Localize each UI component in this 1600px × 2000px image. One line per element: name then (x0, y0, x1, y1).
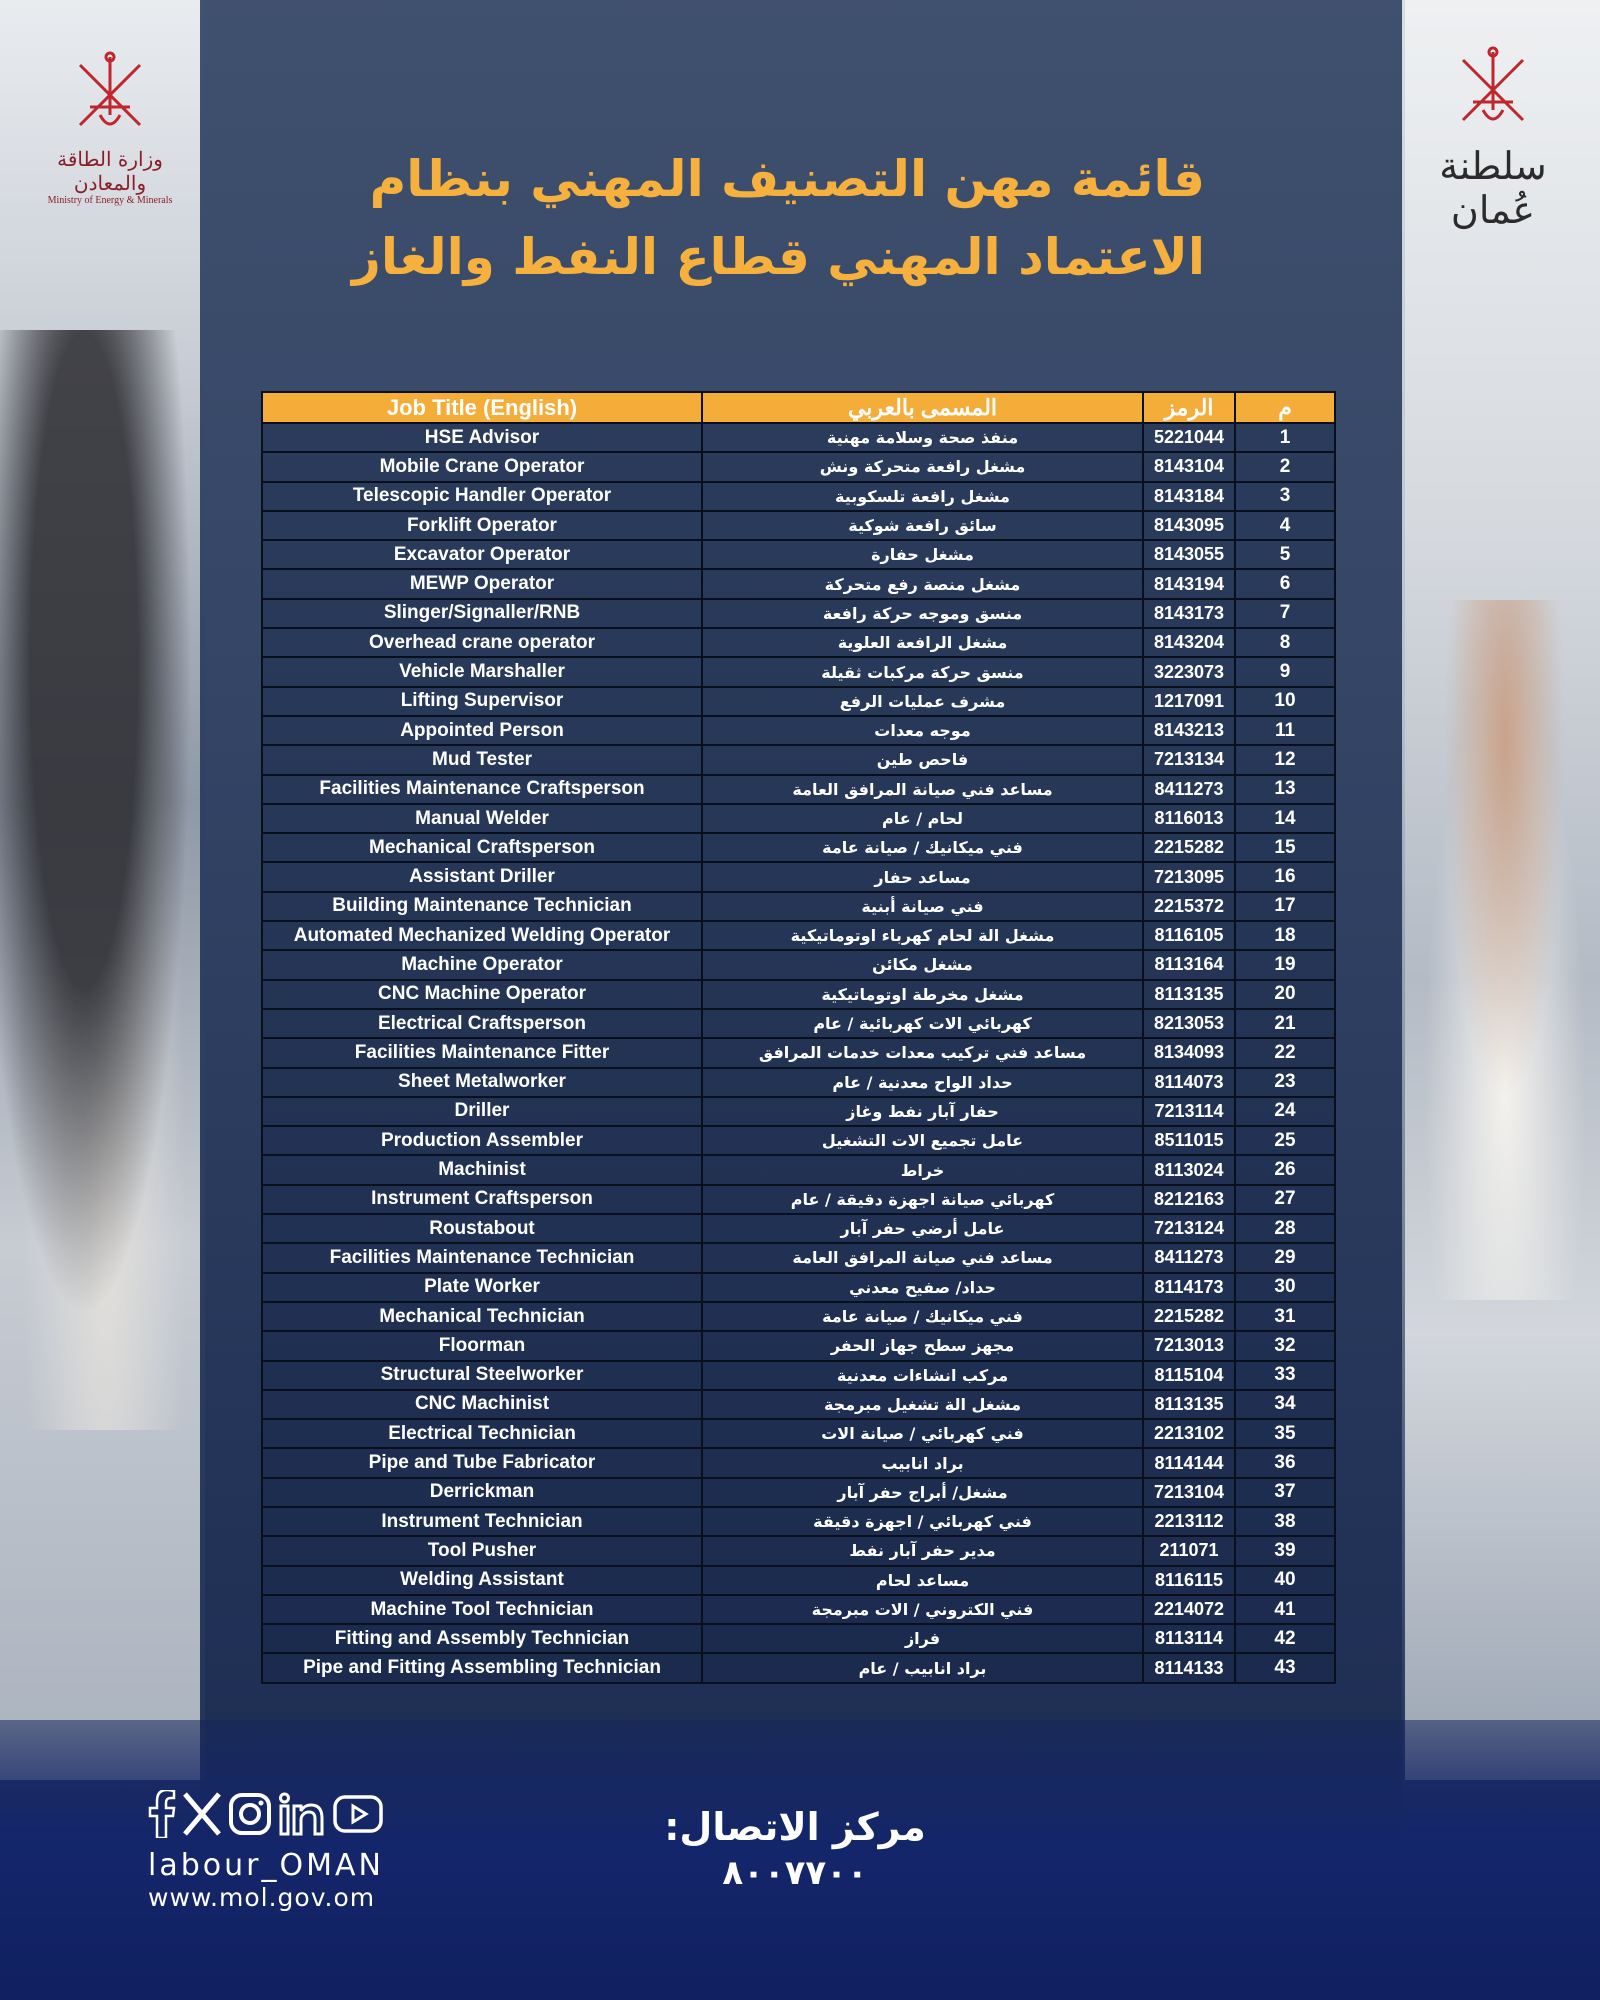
oman-emblem-icon (60, 45, 160, 145)
cell-arabic: فني صيانة أبنية (702, 892, 1143, 921)
cell-code: 8411273 (1143, 775, 1235, 804)
table-row (262, 1214, 1335, 1243)
cell-code: 3223073 (1143, 657, 1235, 686)
cell-arabic: كهربائي الات كهربائية / عام (702, 1009, 1143, 1038)
cell-arabic: مشغل حفارة (702, 540, 1143, 569)
cell-english: Mechanical Technician (262, 1302, 702, 1331)
cell-number: 31 (1235, 1302, 1335, 1331)
youtube-icon[interactable] (332, 1792, 384, 1840)
table-row (262, 833, 1335, 862)
cell-code: 8213053 (1143, 1009, 1235, 1038)
cell-english: Electrical Technician (262, 1419, 702, 1448)
cell-code: 8134093 (1143, 1038, 1235, 1067)
header-arabic: المسمى بالعربي (702, 392, 1143, 423)
cell-english: HSE Advisor (262, 423, 702, 452)
cell-arabic: مشغل الة تشغيل مبرمجة (702, 1390, 1143, 1419)
cell-code: 8511015 (1143, 1126, 1235, 1155)
cell-number: 3 (1235, 482, 1335, 511)
cell-number: 14 (1235, 804, 1335, 833)
cell-english: Production Assembler (262, 1126, 702, 1155)
cell-code: 8143213 (1143, 716, 1235, 745)
cell-english: Lifting Supervisor (262, 687, 702, 716)
cell-number: 4 (1235, 511, 1335, 540)
cell-code: 8116105 (1143, 921, 1235, 950)
cell-english: Facilities Maintenance Fitter (262, 1038, 702, 1067)
cell-code: 8143173 (1143, 599, 1235, 628)
cell-code: 2213112 (1143, 1507, 1235, 1536)
table-row (262, 482, 1335, 511)
x-icon[interactable] (182, 1792, 222, 1840)
cell-number: 1 (1235, 423, 1335, 452)
table-row (262, 657, 1335, 686)
cell-code: 2213102 (1143, 1419, 1235, 1448)
cell-english: Driller (262, 1097, 702, 1126)
cell-arabic: مشغل الة لحام كهرباء اوتوماتيكية (702, 921, 1143, 950)
cell-number: 16 (1235, 862, 1335, 891)
cell-english: Mobile Crane Operator (262, 452, 702, 481)
cell-code: 8116115 (1143, 1566, 1235, 1595)
cell-number: 42 (1235, 1624, 1335, 1653)
header-number: م (1235, 392, 1335, 423)
cell-arabic: منفذ صحة وسلامة مهنية (702, 423, 1143, 452)
cell-code: 7213095 (1143, 862, 1235, 891)
cell-arabic: منسق وموجه حركة رافعة (702, 599, 1143, 628)
cell-arabic: مجهز سطح جهاز الحفر (702, 1331, 1143, 1360)
cell-code: 8115104 (1143, 1361, 1235, 1390)
table-row (262, 1419, 1335, 1448)
ministry-logo (30, 45, 190, 206)
table-row (262, 1624, 1335, 1653)
cell-arabic: عامل أرضي حفر آبار (702, 1214, 1143, 1243)
cell-number: 40 (1235, 1566, 1335, 1595)
cell-code: 8411273 (1143, 1243, 1235, 1272)
cell-english: Machine Tool Technician (262, 1595, 702, 1624)
cell-code: 7213013 (1143, 1331, 1235, 1360)
cell-number: 18 (1235, 921, 1335, 950)
cell-code: 8143194 (1143, 569, 1235, 598)
cell-number: 2 (1235, 452, 1335, 481)
cell-english: Welding Assistant (262, 1566, 702, 1595)
cell-arabic: فني كهربائي / صيانة الات (702, 1419, 1143, 1448)
cell-number: 15 (1235, 833, 1335, 862)
cell-code: 7213104 (1143, 1478, 1235, 1507)
table-row (262, 628, 1335, 657)
cell-english: Electrical Craftsperson (262, 1009, 702, 1038)
table-header-row (262, 392, 1335, 423)
cell-code: 7213114 (1143, 1097, 1235, 1126)
cell-english: Pipe and Tube Fabricator (262, 1448, 702, 1477)
cell-number: 43 (1235, 1653, 1335, 1682)
cell-code: 8143184 (1143, 482, 1235, 511)
table-row (262, 599, 1335, 628)
cell-code: 8212163 (1143, 1185, 1235, 1214)
cell-english: Instrument Craftsperson (262, 1185, 702, 1214)
cell-code: 8113114 (1143, 1624, 1235, 1653)
cell-english: Fitting and Assembly Technician (262, 1624, 702, 1653)
background-person-left (0, 330, 210, 1430)
cell-code: 8143104 (1143, 452, 1235, 481)
cell-arabic: مساعد لحام (702, 1566, 1143, 1595)
cell-number: 23 (1235, 1068, 1335, 1097)
cell-number: 37 (1235, 1478, 1335, 1507)
cell-arabic: فني ميكانيك / صيانة عامة (702, 1302, 1143, 1331)
cell-code: 8143095 (1143, 511, 1235, 540)
page-title (300, 140, 1205, 296)
cell-english: Pipe and Fitting Assembling Technician (262, 1653, 702, 1682)
table-row (262, 1243, 1335, 1272)
cell-code: 8143055 (1143, 540, 1235, 569)
header-english: Job Title (English) (262, 392, 702, 423)
cell-arabic: مشغل منصة رفع متحركة (702, 569, 1143, 598)
cell-number: 33 (1235, 1361, 1335, 1390)
facebook-icon[interactable] (148, 1790, 176, 1842)
cell-arabic: مساعد فني صيانة المرافق العامة (702, 775, 1143, 804)
cell-arabic: كهربائي صيانة اجهزة دقيقة / عام (702, 1185, 1143, 1214)
table-row (262, 1390, 1335, 1419)
cell-arabic: مشرف عمليات الرفع (702, 687, 1143, 716)
table-row (262, 1126, 1335, 1155)
cell-arabic: مشغل مخرطة اوتوماتيكية (702, 980, 1143, 1009)
cell-number: 8 (1235, 628, 1335, 657)
cell-arabic: مساعد حفار (702, 862, 1143, 891)
table-row (262, 1155, 1335, 1184)
cell-code: 1217091 (1143, 687, 1235, 716)
cell-english: CNC Machinist (262, 1390, 702, 1419)
jobs-table (261, 391, 1336, 1684)
table-row (262, 423, 1335, 452)
cell-arabic: مدير حفر آبار نفط (702, 1536, 1143, 1565)
table-row (262, 862, 1335, 891)
cell-english: Telescopic Handler Operator (262, 482, 702, 511)
cell-number: 21 (1235, 1009, 1335, 1038)
cell-number: 25 (1235, 1126, 1335, 1155)
cell-number: 13 (1235, 775, 1335, 804)
cell-english: MEWP Operator (262, 569, 702, 598)
table-row (262, 1273, 1335, 1302)
table-row (262, 1507, 1335, 1536)
cell-english: Manual Welder (262, 804, 702, 833)
cell-code: 8114144 (1143, 1448, 1235, 1477)
cell-arabic: عامل تجميع الات التشغيل (702, 1126, 1143, 1155)
cell-arabic: مشغل رافعة متحركة ونش (702, 452, 1143, 481)
table-row (262, 950, 1335, 979)
table-row (262, 716, 1335, 745)
cell-english: Automated Mechanized Welding Operator (262, 921, 702, 950)
cell-arabic: حداد/ صفيح معدني (702, 1273, 1143, 1302)
cell-code: 8113135 (1143, 1390, 1235, 1419)
cell-arabic: سائق رافعة شوكية (702, 511, 1143, 540)
social-handle[interactable]: labour_OMAN (148, 1848, 384, 1883)
table-row (262, 1068, 1335, 1097)
cell-english: Floorman (262, 1331, 702, 1360)
cell-code: 7213134 (1143, 745, 1235, 774)
cell-code: 8114173 (1143, 1273, 1235, 1302)
cell-code: 7213124 (1143, 1214, 1235, 1243)
cell-arabic: مركب انشاءات معدنية (702, 1361, 1143, 1390)
cell-code: 8114133 (1143, 1653, 1235, 1682)
table-row (262, 1331, 1335, 1360)
ministry-name-arabic: وزارة الطاقة والمعادن (57, 147, 163, 195)
cell-code: 2215282 (1143, 833, 1235, 862)
cell-arabic: فني ميكانيك / صيانة عامة (702, 833, 1143, 862)
table-row (262, 745, 1335, 774)
cell-code: 8113164 (1143, 950, 1235, 979)
cell-number: 26 (1235, 1155, 1335, 1184)
cell-number: 7 (1235, 599, 1335, 628)
cell-arabic: فني كهربائي / اجهزة دقيقة (702, 1507, 1143, 1536)
cell-arabic: مساعد فني صيانة المرافق العامة (702, 1243, 1143, 1272)
table-row (262, 980, 1335, 1009)
header-code: الرمز (1143, 392, 1235, 423)
cell-code: 2215372 (1143, 892, 1235, 921)
instagram-icon[interactable] (228, 1792, 272, 1840)
cell-arabic: مشغل/ أبراج حفر آبار (702, 1478, 1143, 1507)
cell-number: 5 (1235, 540, 1335, 569)
cell-number: 11 (1235, 716, 1335, 745)
cell-english: Excavator Operator (262, 540, 702, 569)
oman-emblem-icon (1443, 40, 1543, 140)
cell-english: Machinist (262, 1155, 702, 1184)
cell-number: 27 (1235, 1185, 1335, 1214)
cell-code: 8143204 (1143, 628, 1235, 657)
cell-english: Facilities Maintenance Technician (262, 1243, 702, 1272)
cell-english: Sheet Metalworker (262, 1068, 702, 1097)
cell-number: 24 (1235, 1097, 1335, 1126)
cell-english: Plate Worker (262, 1273, 702, 1302)
table-row (262, 775, 1335, 804)
cell-arabic: حفار آبار نفط وغاز (702, 1097, 1143, 1126)
cell-code: 2215282 (1143, 1302, 1235, 1331)
contact-center (660, 1805, 930, 1893)
cell-english: Roustabout (262, 1214, 702, 1243)
cell-english: Instrument Technician (262, 1507, 702, 1536)
cell-number: 36 (1235, 1448, 1335, 1477)
cell-number: 39 (1235, 1536, 1335, 1565)
table-row (262, 452, 1335, 481)
cell-number: 12 (1235, 745, 1335, 774)
table-row (262, 540, 1335, 569)
table-row (262, 921, 1335, 950)
table-row (262, 569, 1335, 598)
cell-number: 29 (1235, 1243, 1335, 1272)
linkedin-icon[interactable] (278, 1792, 326, 1840)
cell-number: 35 (1235, 1419, 1335, 1448)
cell-english: Slinger/Signaller/RNB (262, 599, 702, 628)
cell-arabic: مشغل مكائن (702, 950, 1143, 979)
background-person-right (1410, 600, 1600, 1300)
cell-english: Tool Pusher (262, 1536, 702, 1565)
cell-code: 8114073 (1143, 1068, 1235, 1097)
cell-arabic: فاحص طين (702, 745, 1143, 774)
contact-label: مركز الاتصال: (664, 1805, 926, 1849)
cell-english: Machine Operator (262, 950, 702, 979)
cell-arabic: براد انابيب / عام (702, 1653, 1143, 1682)
ministry-name-english: Ministry of Energy & Minerals (47, 195, 173, 206)
cell-arabic: مشغل الرافعة العلوية (702, 628, 1143, 657)
table-row (262, 1448, 1335, 1477)
cell-english: Building Maintenance Technician (262, 892, 702, 921)
table-row (262, 1361, 1335, 1390)
cell-english: Forklift Operator (262, 511, 702, 540)
cell-arabic: خراط (702, 1155, 1143, 1184)
table-row (262, 804, 1335, 833)
cell-number: 22 (1235, 1038, 1335, 1067)
cell-arabic: موجه معدات (702, 716, 1143, 745)
cell-number: 10 (1235, 687, 1335, 716)
cell-number: 19 (1235, 950, 1335, 979)
cell-english: Facilities Maintenance Craftsperson (262, 775, 702, 804)
social-block (148, 1790, 408, 1912)
table-row (262, 1038, 1335, 1067)
cell-arabic: لحام / عام (702, 804, 1143, 833)
cell-number: 38 (1235, 1507, 1335, 1536)
contact-number[interactable]: ٨٠٠٧٧٠٠ (722, 1853, 868, 1893)
website-link[interactable]: www.mol.gov.om (148, 1883, 376, 1912)
table-row (262, 1097, 1335, 1126)
cell-english: CNC Machine Operator (262, 980, 702, 1009)
sultanate-logo (1408, 40, 1578, 232)
cell-number: 32 (1235, 1331, 1335, 1360)
cell-number: 41 (1235, 1595, 1335, 1624)
cell-code: 8113135 (1143, 980, 1235, 1009)
table-row (262, 1595, 1335, 1624)
cell-number: 28 (1235, 1214, 1335, 1243)
cell-arabic: فراز (702, 1624, 1143, 1653)
cell-code: 8116013 (1143, 804, 1235, 833)
sultanate-name: سلطنة عُمان (1439, 144, 1547, 232)
cell-number: 30 (1235, 1273, 1335, 1302)
cell-english: Mechanical Craftsperson (262, 833, 702, 862)
title-line: الاعتماد المهني قطاع النفط والغاز (352, 228, 1205, 286)
cell-english: Mud Tester (262, 745, 702, 774)
cell-code: 2214072 (1143, 1595, 1235, 1624)
cell-english: Structural Steelworker (262, 1361, 702, 1390)
cell-english: Derrickman (262, 1478, 702, 1507)
table-row (262, 1185, 1335, 1214)
title-line: قائمة مهن التصنيف المهني بنظام (369, 150, 1205, 208)
cell-arabic: براد انابيب (702, 1448, 1143, 1477)
table-row (262, 1302, 1335, 1331)
cell-number: 34 (1235, 1390, 1335, 1419)
cell-english: Assistant Driller (262, 862, 702, 891)
cell-english: Overhead crane operator (262, 628, 702, 657)
table-row (262, 1536, 1335, 1565)
cell-code: 5221044 (1143, 423, 1235, 452)
table-row (262, 1009, 1335, 1038)
table-row (262, 1566, 1335, 1595)
cell-number: 17 (1235, 892, 1335, 921)
cell-number: 20 (1235, 980, 1335, 1009)
cell-code: 211071 (1143, 1536, 1235, 1565)
table-row (262, 1653, 1335, 1682)
table-row (262, 892, 1335, 921)
cell-arabic: حداد الواح معدنية / عام (702, 1068, 1143, 1097)
cell-arabic: مشغل رافعة تلسكوبية (702, 482, 1143, 511)
cell-number: 9 (1235, 657, 1335, 686)
cell-arabic: فني الكتروني / الات مبرمجة (702, 1595, 1143, 1624)
cell-number: 6 (1235, 569, 1335, 598)
social-icons (148, 1790, 408, 1842)
cell-english: Appointed Person (262, 716, 702, 745)
table-row (262, 511, 1335, 540)
table-row (262, 687, 1335, 716)
table-row (262, 1478, 1335, 1507)
cell-english: Vehicle Marshaller (262, 657, 702, 686)
cell-arabic: منسق حركة مركبات ثقيلة (702, 657, 1143, 686)
cell-arabic: مساعد فني تركيب معدات خدمات المرافق (702, 1038, 1143, 1067)
cell-code: 8113024 (1143, 1155, 1235, 1184)
